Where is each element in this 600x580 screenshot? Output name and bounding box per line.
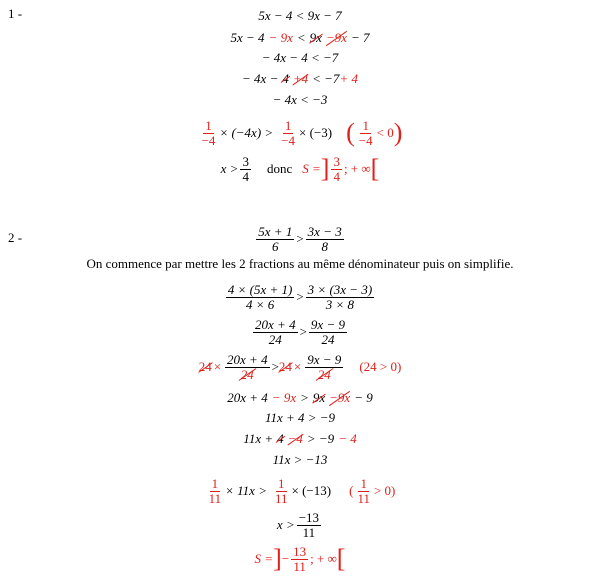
cancelled-term: 24 xyxy=(198,359,212,374)
fraction: $\frac{3 \times (3x - 3)}{3 \times 8}$ xyxy=(307,281,373,312)
paren-close: ) xyxy=(393,118,403,147)
p2-line1: $\frac{5x + 1}{6}$ > $\frac{3x - 3}{8}$ xyxy=(258,223,342,254)
paren-open: ( xyxy=(349,483,354,498)
paren-open: ( xyxy=(346,118,355,147)
bracket-close: [ xyxy=(336,544,346,573)
cancelled-term: −9x xyxy=(329,390,351,405)
p2-line10: x > $\frac{-13}{11}$ xyxy=(276,509,320,540)
fraction: $\frac{20x + 4}{24}$ xyxy=(227,351,268,382)
fraction: $\frac{9x - 9}{24}$ xyxy=(310,316,345,347)
p1-line7: x > $\frac{3}{4}$ donc S = ] $\frac{3}{4}$ ; + ∞ [ xyxy=(220,153,380,184)
bracket-close: [ xyxy=(370,154,380,183)
fraction: $\frac{9x - 9}{24}$ xyxy=(307,351,342,382)
p2-line3: $\frac{20x + 4}{24}$ > $\frac{9x - 9}{24}$ xyxy=(255,316,345,347)
p2-line6: 11x + 4 > −9 xyxy=(264,410,336,425)
fraction: $\frac{3x - 3}{8}$ xyxy=(307,223,342,254)
cancelled-term: 24 xyxy=(278,359,292,374)
fraction: $\frac{4 \times (5x + 1)}{4 \times 6}$ xyxy=(227,281,293,312)
explanation-text: On commence par mettre les 2 fractions au même dénominateur puis on simplifie. xyxy=(86,256,514,271)
fraction: $\frac{1}{-4}$ xyxy=(358,117,373,148)
fraction: $\frac{1}{-4}$ xyxy=(281,117,296,148)
p2-line11: S = ] − $\frac{13}{11}$ ; + ∞ [ xyxy=(254,543,346,574)
p2-line2: $\frac{4 \times (5x + 1)}{4 \times 6}$ > $\frac{3 \times (3x - 3)}{3 \times 8}$ xyxy=(227,281,373,312)
fraction: $\frac{1}{11}$ xyxy=(208,475,222,506)
fraction: $\frac{13}{11}$ xyxy=(293,543,307,574)
p1-line1: 5x − 4 < 9x − 7 xyxy=(258,8,342,23)
exercise-number-1: 1 - xyxy=(8,6,23,21)
cancelled-term: +4 xyxy=(292,71,309,86)
p2-line7: 11x + 4 −4 > −9 − 4 xyxy=(243,431,357,446)
p2-line5: 20x + 4 − 9x > 9x −9x − 9 xyxy=(227,390,373,405)
cancelled-term: −9x xyxy=(325,30,347,45)
p2-line8: 11x > −13 xyxy=(272,452,328,467)
bracket-open: ] xyxy=(273,544,282,573)
exercise-number-2: 2 - xyxy=(8,230,23,245)
cancelled-term: 4 xyxy=(277,431,284,446)
p1-line4: − 4x − 4 +4 < −7 + 4 xyxy=(242,71,358,86)
p1-line2: 5x − 4 − 9x < 9x −9x − 7 xyxy=(230,30,370,45)
fraction: $\frac{3}{4}$ xyxy=(242,153,249,184)
cancelled-term: −4 xyxy=(287,431,303,446)
p1-line5: − 4x < −3 xyxy=(272,92,328,107)
p2-line4: 24 × $\frac{20x + 4}{24}$ > 24 × $\frac{9x - 9}{24}$ (24 > 0) xyxy=(198,351,402,382)
cancelled-term: 4 xyxy=(282,71,289,86)
cancelled-term: 9x xyxy=(312,390,326,405)
p1-line3: − 4x − 4 < −7 xyxy=(261,50,339,65)
bracket-open: ] xyxy=(320,154,330,183)
cancelled-term: 9x xyxy=(309,30,322,45)
fraction: $\frac{1}{-4}$ xyxy=(201,117,216,148)
fraction: $\frac{5x + 1}{6}$ xyxy=(258,223,293,254)
fraction: $\frac{20x + 4}{24}$ xyxy=(255,316,296,347)
p2-line9: $\frac{1}{11}$ × 11x > $\frac{1}{11}$ × (−13) ( $\frac{1}{11}$ > 0) xyxy=(208,475,396,506)
p1-line6: $\frac{1}{-4}$ × (−4x) > $\frac{1}{-4}$ × (−3) ( $\frac{1}{-4}$ < 0 ) xyxy=(201,117,403,148)
fraction: $\frac{3}{4}$ xyxy=(333,153,340,184)
fraction: $\frac{1}{11}$ xyxy=(274,475,288,506)
fraction: $\frac{-13}{11}$ xyxy=(298,509,320,540)
fraction: $\frac{1}{11}$ xyxy=(357,475,370,506)
